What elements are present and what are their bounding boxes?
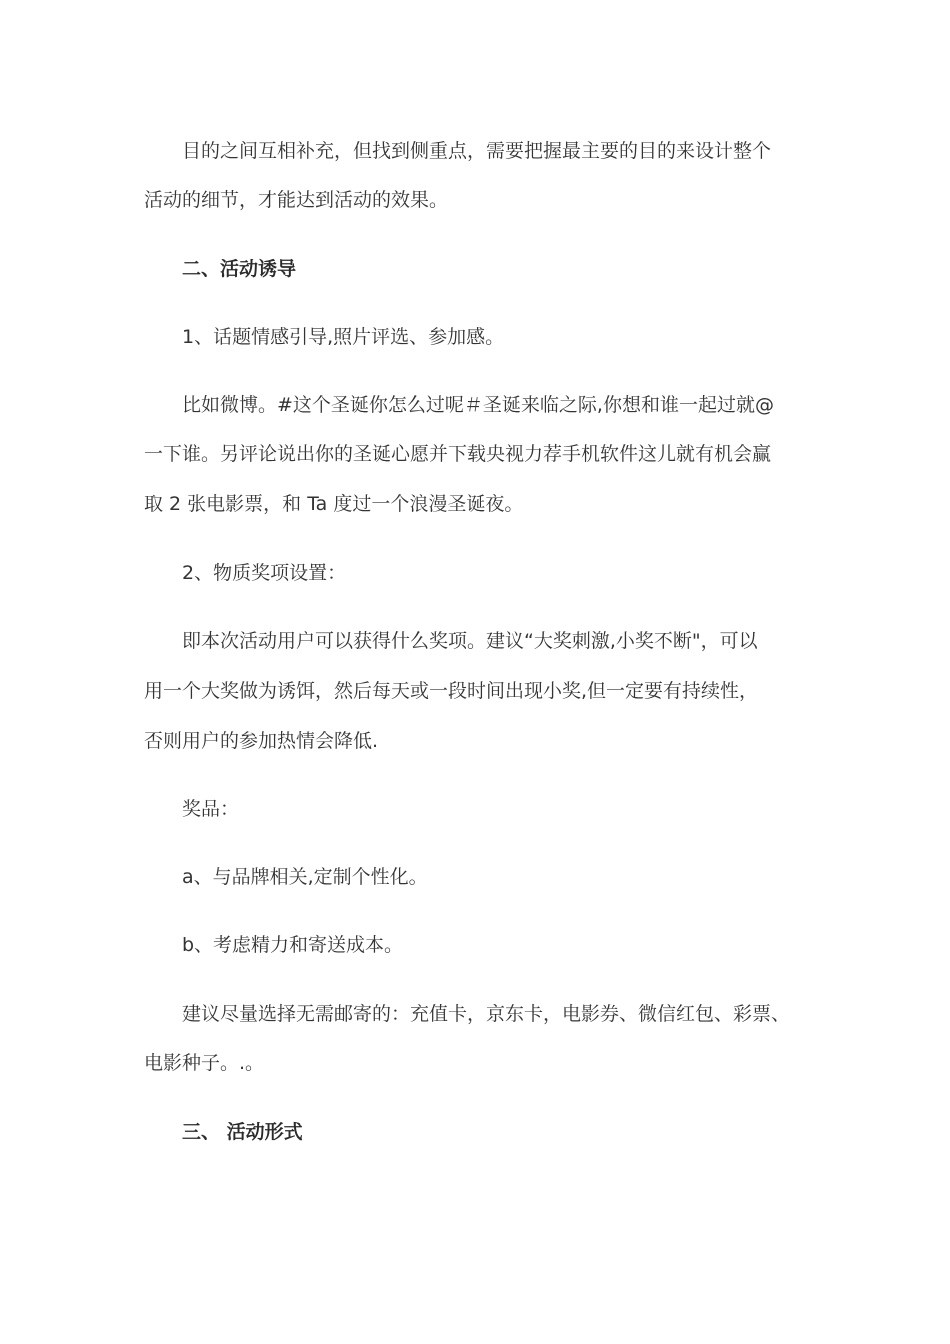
paragraph-line: 电影种子。.。	[144, 1052, 265, 1074]
paragraph-line: 取 2 张电影票，和 Ta 度过一个浪漫圣诞夜。	[144, 493, 524, 515]
paragraph-line: 一下谁。另评论说出你的圣诞心愿并下载央视力荐手机软件这儿就有机会赢	[144, 443, 772, 465]
paragraph-line: 目的之间互相补充，但找到侧重点，需要把握最主要的目的来设计整个	[182, 140, 772, 162]
section-heading: 二、活动诱导	[182, 258, 297, 280]
list-item: 2、物质奖项设置：	[182, 562, 347, 584]
list-item: 1、话题情感引导,照片评选、参加感。	[182, 326, 505, 348]
paragraph-line: 用一个大奖做为诱饵，然后每天或一段时间出现小奖,但一定要有持续性，	[144, 680, 759, 702]
section-heading: 三、 活动形式	[182, 1121, 303, 1143]
paragraph-line: 活动的细节，才能达到活动的效果。	[144, 189, 449, 211]
paragraph-line: 建议尽量选择无需邮寄的：充值卡，京东卡，电影券、微信红包、彩票、	[182, 1003, 791, 1025]
list-item: a、与品牌相关,定制个性化。	[182, 866, 428, 888]
paragraph-line: 即本次活动用户可以获得什么奖项。建议“大奖刺激,小奖不断"，可以	[182, 630, 758, 652]
list-item: b、考虑精力和寄送成本。	[182, 934, 404, 956]
paragraph-line: 否则用户的参加热情会降低.	[144, 730, 379, 752]
prizes-label: 奖品：	[182, 798, 240, 820]
paragraph-line: 比如微博。#这个圣诞你怎么过呢＃圣诞来临之际,你想和谁一起过就@	[182, 394, 774, 416]
